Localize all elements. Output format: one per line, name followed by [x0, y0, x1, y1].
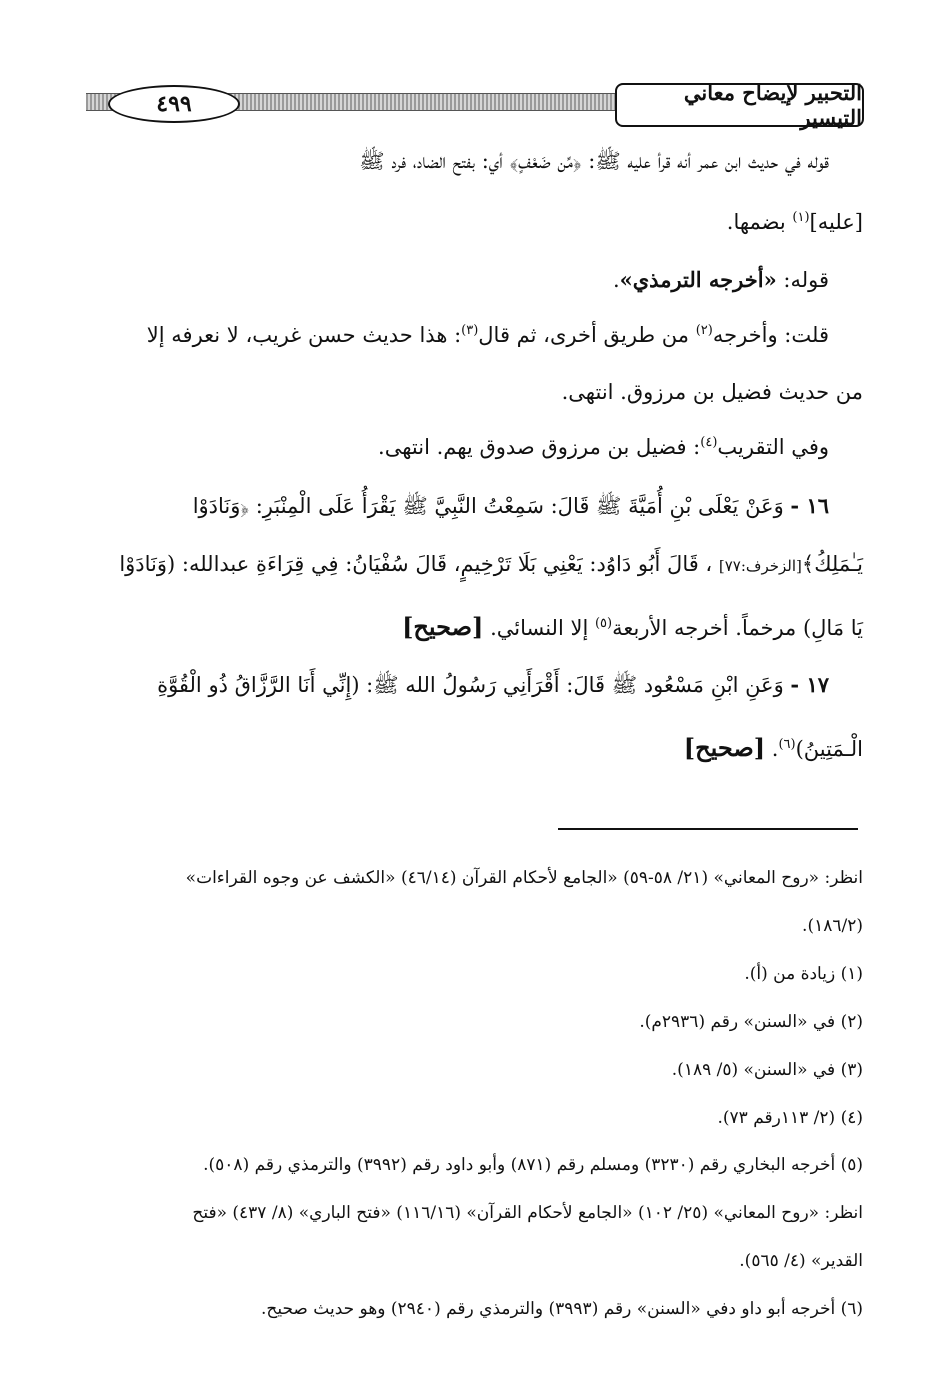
footnote-ref[interactable]: (٢): [695, 323, 713, 338]
page-number: ٤٩٩: [108, 85, 240, 123]
text-line: [359, 148, 829, 179]
footnote-6: (٦) أخرجه أبو داو دفي «السنن» رقم (٣٩٩٣) والترمذي رقم (٢٩٤٠) وهو حديث صحيح.: [260, 1299, 863, 1319]
footnote-4: (٤) (٢/ ١١٣رقم ٧٣).: [717, 1108, 863, 1128]
line-text: : هذا حديث حسن غريب، لا نعرفه إلا: [146, 323, 462, 347]
line-text: : فضيل بن مرزوق صدوق يهم. انتهى.: [378, 435, 701, 459]
text-line: [727, 210, 863, 234]
footnote-divider: [558, 828, 858, 830]
footnote-1: (١) زيادة من (أ).: [744, 964, 863, 984]
hadith-text: .: [765, 737, 779, 761]
footnote-line: انظر: «روح المعاني» (٢١/ ٥٨-٥٩) «الجامع لأحكام القرآن (٤٦/١٤) «الكشف عن وجوه القراءات»: [185, 868, 863, 888]
hadith-text: وَعَنِ ابْنِ مَسْعُود ﷺ قَالَ: أَقْرَأَنِي رَسُولُ الله ﷺ: (إِنِّي أَنَا الرَّزَّاقُ ذُو الْقُوَّةِ: [157, 673, 791, 697]
hadith-16-line: [119, 552, 863, 576]
hadith-17-line: [684, 733, 863, 762]
line-text: .: [612, 268, 620, 292]
hadith-16-line: [193, 493, 829, 524]
hadith-text: وَعَنْ يَعْلَى بْنِ أُمَيَّةَ ﷺ قَالَ: سَمِعْتُ النَّبِيَّ ﷺ يَقْرَأُ عَلَى الْمِنْبَرِ: ﴿وَنَادَوْا: [192, 494, 791, 518]
footnote-5: (٥) أخرجه البخاري رقم (٣٢٣٠) ومسلم رقم (٨٧١) وأبو داود رقم (٣٩٩٢) والترمذي رقم (٥٠٨).: [203, 1155, 863, 1175]
quoted-source: «أخرجه الترمذي»: [619, 267, 777, 292]
hadith-text: ، قَالَ أَبُو دَاوُد: يَعْنِي بَلَا تَرْخِيمٍ، قَالَ سُفْيَانُ: فِي قِرَاءَةِ عبدالله: (وَنَادَوْا: [119, 552, 719, 576]
footnote-line: (١٨٦/٢).: [802, 916, 863, 936]
hadith-text: يَا مَالِ) مرخماً. أخرجه الأربعة: [612, 616, 863, 640]
hadith-text: يَـٰمَلِكُ﴾: [801, 552, 863, 576]
line-text: قوله في حديث ابن عمر أنه قرأ عليه ﷺ: ﴿مِّن ضَعْفٍ﴾ أي: بفتح الضاد، فرد ﷺ: [359, 149, 829, 173]
footnote-ref[interactable]: (٥): [594, 616, 613, 631]
text-line: [613, 267, 829, 292]
hadith-grade: [صحيح]: [683, 733, 766, 762]
line-text: بضمها.: [726, 210, 793, 234]
line-text: قلت: وأخرجه: [712, 323, 829, 347]
footnote-ref[interactable]: (٤): [700, 435, 718, 450]
hadith-number: ١٧ -: [790, 672, 829, 697]
line-text: من طريق أخرى، ثم قال: [478, 323, 696, 347]
hadith-text: إلا النسائي.: [483, 616, 595, 640]
hadith-text: الْـمَتِينُ): [795, 737, 863, 761]
text-line: [378, 435, 829, 459]
hadith-16-line: [402, 612, 863, 641]
text-line: [147, 323, 829, 347]
running-header: [86, 80, 864, 131]
hadith-number: ١٦ -: [790, 493, 829, 518]
footnote-ref[interactable]: (١): [792, 210, 810, 225]
text-line: [562, 380, 863, 404]
line-text: [عليه]: [809, 210, 863, 234]
line-text: وفي التقريب: [717, 435, 829, 459]
line-text: قوله:: [776, 268, 829, 292]
hadith-17-line: [157, 672, 829, 703]
footnote-ref[interactable]: (٦): [778, 737, 796, 752]
footnote-2: (٢) في «السنن» رقم (٢٩٣٦م).: [639, 1012, 863, 1032]
footnote-line: انظر: «روح المعاني» (٢٥/ ١٠٢) «الجامع لأحكام القرآن» (١١٦/١٦) «فتح الباري» (٨/ ٤٣٧) «فتح: [192, 1203, 863, 1223]
footnote-3: (٣) في «السنن» (٥/ ١٨٩).: [671, 1060, 863, 1080]
footnote-line: القدير» (٤/ ٥٦٥).: [739, 1251, 863, 1271]
quran-source: [الزخرف:٧٧]: [718, 557, 802, 575]
footnote-ref[interactable]: (٣): [461, 323, 479, 338]
book-title: التحبير لإيضاح معاني التيسير: [615, 83, 864, 127]
hadith-grade: [صحيح]: [402, 612, 484, 641]
line-text: من حديث فضيل بن مرزوق. انتهى.: [561, 380, 863, 404]
